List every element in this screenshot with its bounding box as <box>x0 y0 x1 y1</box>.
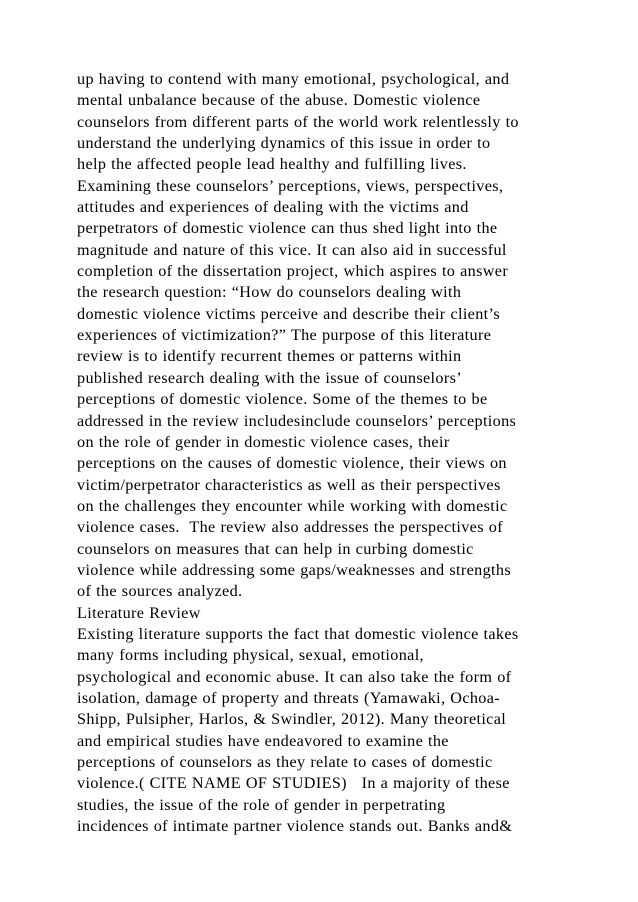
text-line: many forms including physical, sexual, emotional, <box>77 646 424 665</box>
text-line: experiences of victimization?” The purpose of this literature <box>77 326 492 345</box>
text-line: up having to contend with many emotional, psychological, and <box>77 70 510 88</box>
text-line: perceptions of domestic violence. Some of the themes to be <box>77 390 488 409</box>
text-line: Shipp, Pulsipher, Harlos, & Swindler, 2012). Many theoretical <box>77 710 507 729</box>
text-line: psychological and economic abuse. It can also take the form of <box>77 667 512 686</box>
section-heading: Literature Review <box>77 603 201 622</box>
text-line: violence cases. The review also addresses the perspectives of <box>77 518 503 537</box>
text-line: completion of the dissertation project, which aspires to answer <box>77 262 509 281</box>
text-line: and empirical studies have endeavored to examine the <box>77 731 449 750</box>
text-line: on the role of gender in domestic violence cases, their <box>77 432 450 451</box>
text-line: victim/perpetrator characteristics as well as their perspectives <box>77 475 501 494</box>
text-line: isolation, damage of property and threats (Yamawaki, Ochoa- <box>77 688 501 707</box>
text-line: mental unbalance because of the abuse. Domestic violence <box>77 91 481 110</box>
body-text <box>77 69 622 837</box>
text-line: perceptions on the causes of domestic violence, their views on <box>77 454 507 473</box>
text-line: review is to identify recurrent themes or patterns within <box>77 347 462 366</box>
text-line: violence.( CITE NAME OF STUDIES) In a majority of these <box>77 774 510 793</box>
text-line: violence while addressing some gaps/weaknesses and strengths <box>77 560 511 579</box>
text-line: Examining these counselors’ perceptions, views, perspectives, <box>77 176 504 195</box>
text-line: Existing literature supports the fact that domestic violence takes <box>77 624 519 643</box>
text-line: of the sources analyzed. <box>77 582 243 601</box>
text-line: addressed in the review includesinclude counselors’ perceptions <box>77 411 517 430</box>
text-line: help the affected people lead healthy and fulfilling lives. <box>77 155 467 174</box>
text-line: attitudes and experiences of dealing with the victims and <box>77 198 469 217</box>
text-line: published research dealing with the issue of counselors’ <box>77 368 462 387</box>
text-line: perpetrators of domestic violence can thus shed light into the <box>77 219 498 238</box>
text-line: on the challenges they encounter while working with domestic <box>77 496 508 515</box>
text-line: incidences of intimate partner violence stands out. Banks and& <box>77 817 513 836</box>
text-line: studies, the issue of the role of gender in perpetrating <box>77 795 446 814</box>
text-line: understand the underlying dynamics of this issue in order to <box>77 134 491 153</box>
text-line: perceptions of counselors as they relate to cases of domestic <box>77 753 493 771</box>
text-line: the research question: “How do counselors dealing with <box>77 283 462 302</box>
text-line: domestic violence victims perceive and describe their client’s <box>77 304 500 323</box>
text-line: counselors from different parts of the world work relentlessly to <box>77 112 519 131</box>
text-line: counselors on measures that can help in curbing domestic <box>77 539 474 558</box>
text-line: magnitude and nature of this vice. It can also aid in successful <box>77 240 507 259</box>
